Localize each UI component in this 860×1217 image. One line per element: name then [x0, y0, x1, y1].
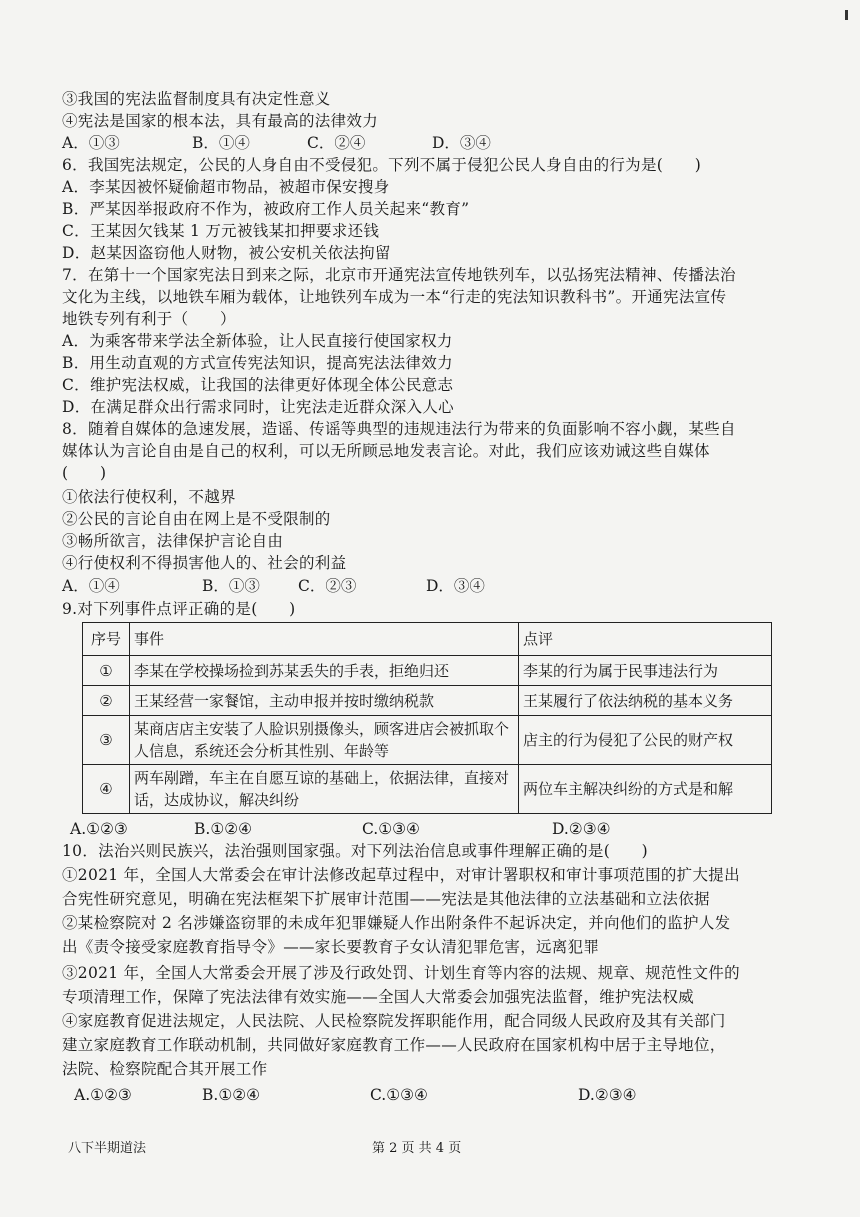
- q9-option-d: D.②③④: [552, 820, 611, 838]
- q10-statement-3-line2: 专项清理工作，保障了宪法法律有效实施——全国人大常委会加强宪法监督，维护宪法权威: [62, 988, 695, 1006]
- row-comment: 店主的行为侵犯了公民的财产权: [519, 716, 772, 765]
- row-event: 某商店店主安装了人脸识别摄像头，顾客进店会被抓取个人信息，系统还会分析其性别、年龄等: [130, 716, 519, 765]
- q8-statement-4: ④行使权利不得损害他人的、社会的利益: [62, 554, 347, 572]
- q8-statement-2: ②公民的言论自由在网上是不受限制的: [62, 510, 331, 528]
- q9-options: [62, 818, 662, 840]
- footer-subject: 八下半期道法: [68, 1141, 147, 1156]
- q6-option-a: A．李某因被怀疑偷超市物品，被超市保安搜身: [62, 178, 390, 196]
- header-event: 事件: [130, 623, 519, 656]
- q7-option-d: D．在满足群众出行需求同时，让宪法走近群众深入人心: [62, 398, 454, 416]
- q9-option-a: A.①②③: [70, 820, 128, 838]
- q5-option-d: D．③④: [432, 134, 491, 152]
- q5-option-b: B．①④: [192, 134, 250, 152]
- row-event: 两车剐蹭，车主在自愿互谅的基础上，依据法律，直接对话，达成协议，解决纠纷: [130, 765, 519, 814]
- table-header-row: [83, 623, 772, 656]
- q10-statement-1-line2: 合宪性研究意见，明确在宪法框架下扩展审计范围——宪法是其他法律的立法基础和立法依据: [62, 890, 710, 908]
- row-number: ①: [83, 656, 130, 686]
- q7-stem-line1: 7．在第十一个国家宪法日到来之际，北京市开通宪法宣传地铁列车，以弘扬宪法精神、传播法治: [62, 266, 736, 284]
- row-comment: 两位车主解决纠纷的方式是和解: [519, 765, 772, 814]
- q8-option-c: C．②③: [298, 577, 357, 595]
- q5-options: [62, 132, 562, 154]
- q10-stem: 10．法治兴则民族兴，法治强则国家强。对下列法治信息或事件理解正确的是( ): [62, 842, 649, 860]
- q6-option-b: B．严某因举报政府不作为，被政府工作人员关起来“教育”: [62, 200, 470, 218]
- q8-stem-line1: 8．随着自媒体的急速发展，造谣、传谣等典型的违规违法行为带来的负面影响不容小觑，某些自: [62, 420, 736, 438]
- header-number: 序号: [83, 623, 130, 656]
- q5-statement-4: ④宪法是国家的根本法，具有最高的法律效力: [62, 112, 379, 130]
- row-comment: 王某履行了依法纳税的基本义务: [519, 686, 772, 716]
- q6-option-c: C．王某因欠钱某 1 万元被钱某扣押要求还钱: [62, 222, 380, 240]
- header-comment: 点评: [519, 623, 772, 656]
- q10-statement-3-line1: ③2021 年，全国人大常委会开展了涉及行政处罚、计划生育等内容的法规、规章、规范性文件的: [62, 964, 740, 982]
- table-row: [83, 716, 772, 765]
- q8-statement-1: ①依法行使权利，不越界: [62, 488, 236, 506]
- q8-statement-3: ③畅所欲言，法律保护言论自由: [62, 532, 284, 550]
- q8-option-d: D．③④: [426, 577, 485, 595]
- table-row: [83, 686, 772, 716]
- q9-stem: 9.对下列事件点评正确的是( ): [62, 600, 296, 618]
- q6-stem: 6．我国宪法规定，公民的人身自由不受侵犯。下列不属于侵犯公民人身自由的行为是( ): [62, 156, 702, 174]
- q10-option-d: D.②③④: [578, 1086, 637, 1104]
- q8-option-b: B．①③: [202, 577, 260, 595]
- q10-statement-2-line1: ②某检察院对 2 名涉嫌盗窃罪的未成年犯罪嫌疑人作出附条件不起诉决定，并向他们的监护人发: [62, 914, 731, 932]
- row-event: 李某在学校操场捡到苏某丢失的手表，拒绝归还: [130, 656, 519, 686]
- q7-stem-line3: 地铁专列有利于（ ）: [62, 310, 236, 328]
- row-comment: 李某的行为属于民事违法行为: [519, 656, 772, 686]
- q5-option-c: C．②④: [307, 134, 366, 152]
- q5-option-a: A．①③: [62, 134, 120, 152]
- q10-option-b: B.①②④: [202, 1086, 261, 1104]
- q10-options: [62, 1084, 682, 1106]
- q8-stem-line2: 媒体认为言论自由是自己的权利，可以无所顾忌地发表言论。对此，我们应该劝诫这些自媒体: [62, 442, 710, 460]
- row-number: ③: [83, 716, 130, 765]
- q10-option-c: C.①③④: [370, 1086, 428, 1104]
- q10-statement-4-line2: 建立家庭教育工作联动机制，共同做好家庭教育工作——人民政府在国家机构中居于主导地位，: [62, 1036, 726, 1054]
- q10-statement-1-line1: ①2021 年，全国人大常委会在审计法修改起草过程中，对审计署职权和审计事项范围的扩大提出: [62, 866, 740, 884]
- q10-statement-4-line3: 法院、检察院配合其开展工作: [62, 1060, 268, 1078]
- q7-option-b: B．用生动直观的方式宣传宪法知识，提高宪法法律效力: [62, 354, 453, 372]
- table-row: [83, 656, 772, 686]
- q9-table: [82, 622, 772, 814]
- row-number: ④: [83, 765, 130, 814]
- q9-option-c: C.①③④: [362, 820, 420, 838]
- q8-option-a: A．①④: [62, 577, 120, 595]
- q7-option-c: C．维护宪法权威，让我国的法律更好体现全体公民意志: [62, 376, 454, 394]
- q9-option-b: B.①②④: [194, 820, 253, 838]
- row-event: 王某经营一家餐馆，主动申报并按时缴纳税款: [130, 686, 519, 716]
- row-number: ②: [83, 686, 130, 716]
- q8-answer-blank: ( ): [62, 464, 107, 482]
- q7-stem-line2: 文化为主线，以地铁车厢为载体，让地铁列车成为一本“行走的宪法知识教科书”。开通宪法宣传: [62, 288, 727, 306]
- footer-page-number: 第 2 页 共 4 页: [372, 1141, 462, 1156]
- q8-options: [62, 575, 562, 597]
- q6-option-d: D．赵某因盗窃他人财物，被公安机关依法拘留: [62, 244, 391, 262]
- q10-statement-2-line2: 出《责令接受家庭教育指导令》——家长要教育子女认清犯罪危害，远离犯罪: [62, 938, 600, 956]
- scan-mark: [845, 10, 848, 20]
- q10-statement-4-line1: ④家庭教育促进法规定，人民法院、人民检察院发挥职能作用，配合同级人民政府及其有关部门: [62, 1012, 726, 1030]
- q10-option-a: A.①②③: [74, 1086, 132, 1104]
- q5-statement-3: ③我国的宪法监督制度具有决定性意义: [62, 90, 331, 108]
- table-row: [83, 765, 772, 814]
- q7-option-a: A．为乘客带来学法全新体验，让人民直接行使国家权力: [62, 332, 453, 350]
